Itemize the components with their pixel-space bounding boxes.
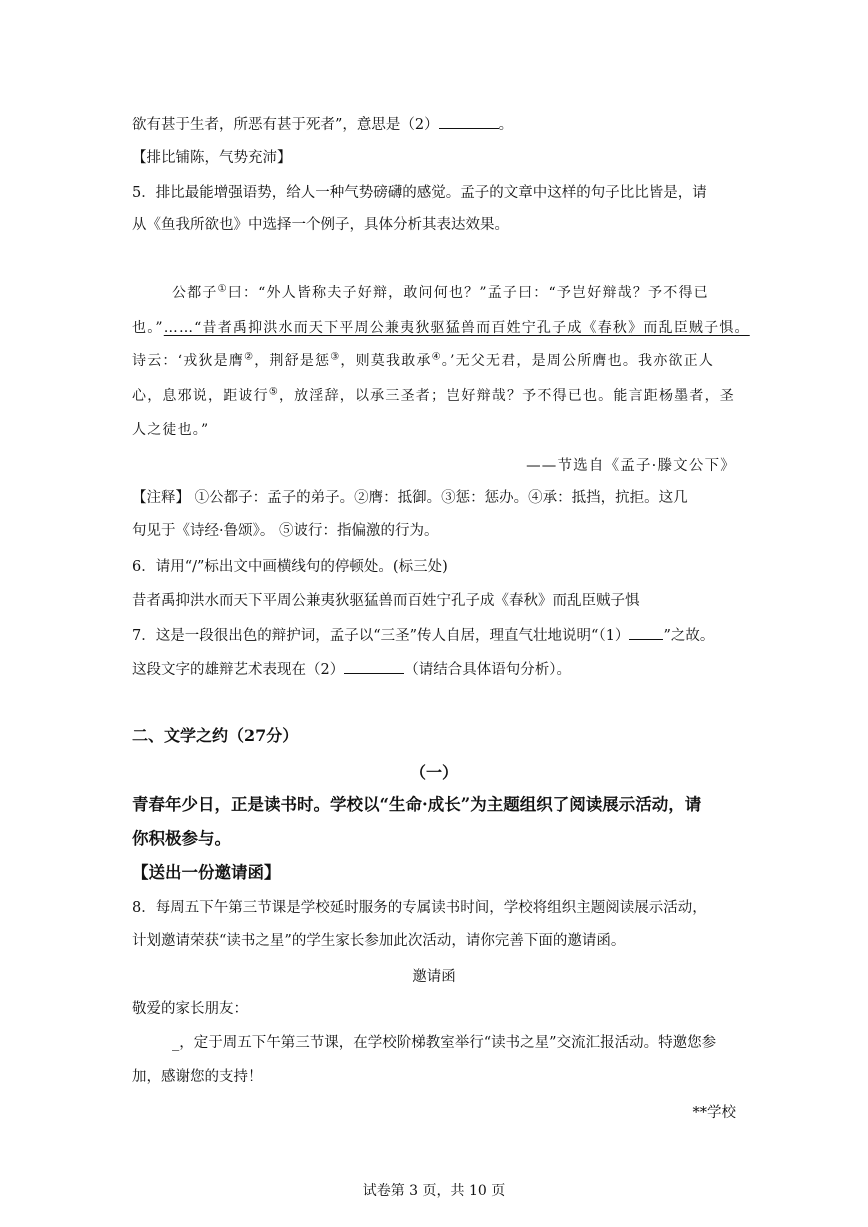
part-2-heading: 二、文学之约（27分） (132, 726, 299, 745)
page-footer: 试卷第 3 页，共 10 页 (362, 1183, 506, 1199)
answer-blank[interactable] (344, 659, 404, 674)
footnote-marker: ⑤ (268, 386, 279, 398)
letter-greeting: 敬爱的家长朋友： (132, 1001, 248, 1017)
footnote-marker: ③ (330, 351, 341, 363)
question-6-line-2: 昔者禹抑洪水而天下平周公兼夷狄驱猛兽而百姓宁孔子成《春秋》而乱臣贼子惧 (132, 593, 640, 609)
passage-line-4: 心，息邪说，距诐行⑤，放淫辞，以承三圣者；岂好辩哉？予不得已也。能言距杨墨者，圣 (132, 386, 735, 404)
question-5-line-1: 5．排比最能增强语势，给人一种气势磅礴的感觉。孟子的文章中这样的句子比比皆是，请 (132, 185, 707, 201)
invite-section-heading: 【送出一份邀请函】 (132, 863, 281, 882)
subsection-heading: （一） (409, 763, 458, 782)
intro-line-2: 你积极参与。 (132, 829, 231, 848)
answer-blank[interactable] (439, 114, 499, 129)
section-heading-paibi: 【排比铺陈，气势充沛】 (132, 150, 292, 166)
question-4-continuation: 欲有甚于生者，所恶有甚于死者”，意思是（2） 。 (132, 114, 513, 135)
underlined-sentence: ……“昔者禹抑洪水而天下平周公兼夷狄驱猛兽而百姓宁孔子成《春秋》而乱臣贼子惧。 (163, 320, 750, 336)
answer-blank[interactable] (629, 625, 663, 640)
question-7-line-1: 7．这是一段很出色的辩护词，孟子以“三圣”传人自居，理直气壮地说明“（1） ”之故。 (132, 625, 714, 646)
question-8-line-2: 计划邀请荣获“读书之星”的学生家长参加此次活动，请你完善下面的邀请函。 (132, 933, 626, 949)
letter-signature: **学校 (692, 1105, 736, 1121)
letter-body-line-1: _，定于周五下午第三节课，在学校阶梯教室举行“读书之星”交流汇报活动。特邀您参 (172, 1035, 717, 1051)
notes-line-2: 句见于《诗经·鲁颂》。 ⑤诐行：指偏激的行为。 (132, 523, 439, 539)
intro-line-1: 青春年少日，正是读书时。学校以“生命·成长”为主题组织了阅读展示活动，请 (132, 795, 702, 814)
passage-line-1: 公都子①曰：“外人皆称夫子好辩，敢问何也？”孟子曰：“予岂好辩哉？予不得已 (172, 283, 709, 301)
letter-body-line-2: 加，感谢您的支持！ (132, 1069, 263, 1085)
passage-line-3: 诗云：‘戎狄是膺②，荆舒是惩③，则莫我敢承④。’无父无君，是周公所膺也。我亦欲正人 (132, 351, 715, 369)
question-8-line-1: 8．每周五下午第三节课是学校延时服务的专属读书时间，学校将组织主题阅读展示活动， (132, 900, 707, 916)
footnote-marker: ② (244, 351, 255, 363)
question-5-line-2: 从《鱼我所欲也》中选择一个例子，具体分析其表达效果。 (132, 217, 509, 233)
passage-source: ——节选自《孟子·滕文公下》 (526, 458, 736, 474)
question-6-line-1: 6．请用“/”标出文中画横线句的停顿处。(标三处) (132, 559, 448, 575)
notes-line-1: 【注释】 ①公都子：孟子的弟子。②膺：抵御。③惩：惩办。④承：抵挡，抗拒。这几 (132, 490, 688, 506)
question-7-line-2: 这段文字的雄辩艺术表现在（2） （请结合具体语句分析）。 (132, 659, 571, 680)
footnote-marker: ① (217, 283, 228, 295)
footnote-marker: ④ (431, 351, 442, 363)
letter-title: 邀请函 (412, 969, 456, 985)
passage-line-2: 也。”……“昔者禹抑洪水而天下平周公兼夷狄驱猛兽而百姓宁孔子成《春秋》而乱臣贼子惧。 (132, 320, 750, 336)
passage-line-5: 人之徒也。” (132, 422, 210, 438)
